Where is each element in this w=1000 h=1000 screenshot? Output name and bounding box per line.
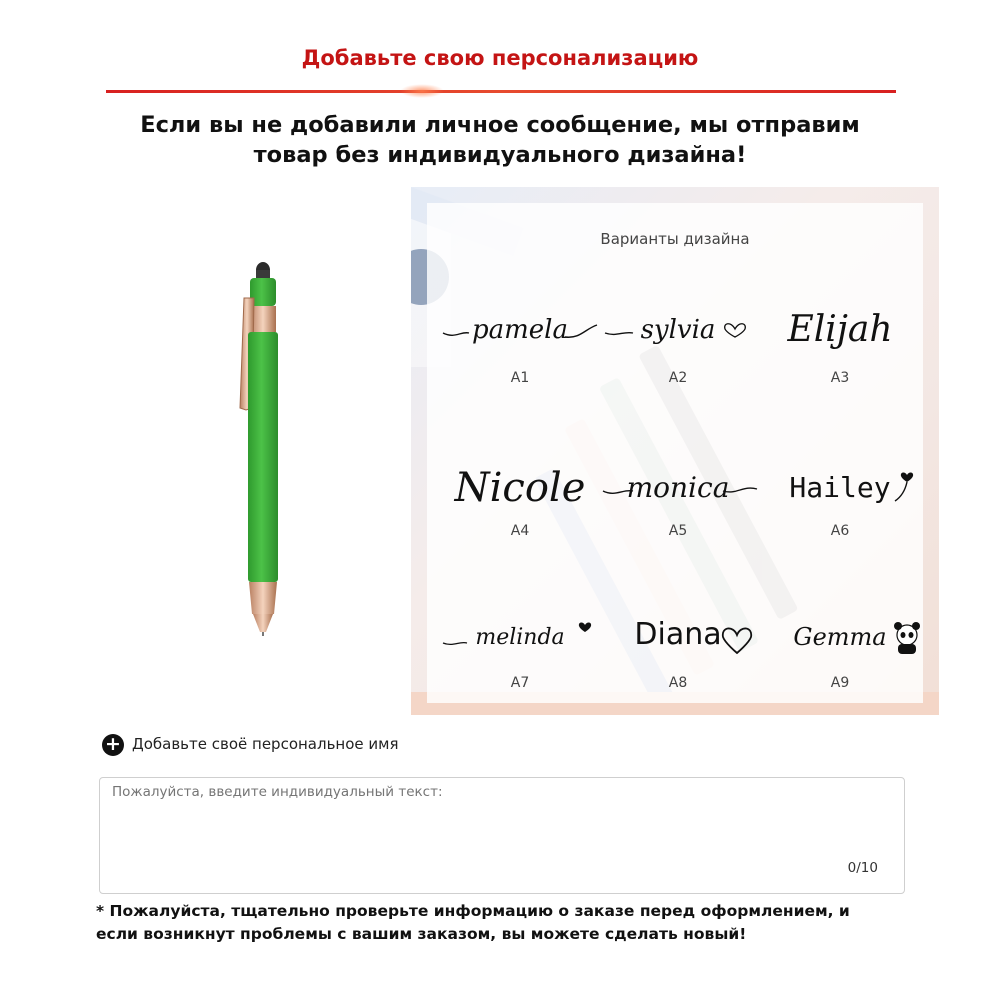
- design-code-a4: A4: [510, 523, 530, 539]
- design-code-a9: A9: [830, 675, 850, 691]
- design-option-a8[interactable]: [593, 613, 763, 715]
- subtitle-line-2: товар без индивидуального дизайна!: [253, 142, 747, 168]
- design-option-a7[interactable]: [435, 613, 605, 715]
- pen-product-image: [228, 258, 284, 636]
- design-name-a3: Elijah: [787, 309, 893, 350]
- subtitle-line-1: Если вы не добавили личное сообщение, мы отправим: [140, 112, 860, 138]
- design-name-a7: melinda: [475, 625, 565, 650]
- design-option-a2[interactable]: [593, 303, 763, 413]
- design-name-a2: sylvia: [640, 315, 716, 345]
- order-notice-line-1: * Пожалуйста, тщательно проверьте информацию о заказе перед оформлением, и: [96, 902, 850, 920]
- design-option-a3[interactable]: [755, 303, 925, 413]
- design-name-a6: Hailey: [789, 471, 891, 504]
- design-code-a1: A1: [510, 370, 530, 386]
- design-name-a1: pamela: [471, 315, 568, 345]
- design-options-panel: [411, 187, 939, 715]
- design-name-a8: Diana: [634, 617, 722, 652]
- title-divider: [106, 90, 896, 93]
- design-option-a6[interactable]: [755, 465, 925, 575]
- add-personal-name-label: Добавьте своё персональное имя: [132, 735, 399, 753]
- design-option-a5[interactable]: [593, 465, 763, 575]
- character-counter: 0/10: [847, 860, 878, 876]
- page-subtitle: [0, 110, 1000, 170]
- order-notice: [96, 900, 916, 946]
- design-code-a8: A8: [668, 675, 688, 691]
- design-code-a7: A7: [510, 675, 530, 691]
- design-options-title: Варианты дизайна: [600, 230, 750, 248]
- plus-circle-icon[interactable]: +: [102, 734, 124, 756]
- design-code-a2: A2: [668, 370, 688, 386]
- design-name-a4: Nicole: [454, 465, 586, 511]
- design-name-a9: Gemma: [793, 623, 887, 651]
- design-code-a3: A3: [830, 370, 850, 386]
- custom-text-input[interactable]: [112, 784, 892, 844]
- design-code-a5: A5: [668, 523, 688, 539]
- design-options-card: [427, 203, 923, 703]
- design-option-a4[interactable]: [435, 465, 605, 575]
- design-name-a5: monica: [626, 471, 730, 504]
- order-notice-line-2: если возникнут проблемы с вашим заказом, вы можете сделать новый!: [96, 925, 747, 943]
- design-code-a6: A6: [830, 523, 850, 539]
- design-option-a9[interactable]: [755, 613, 925, 715]
- page-title: Добавьте свою персонализацию: [301, 46, 699, 70]
- title-divider-glow: [400, 84, 444, 98]
- design-option-a1[interactable]: [435, 303, 605, 413]
- custom-text-box: [99, 777, 905, 894]
